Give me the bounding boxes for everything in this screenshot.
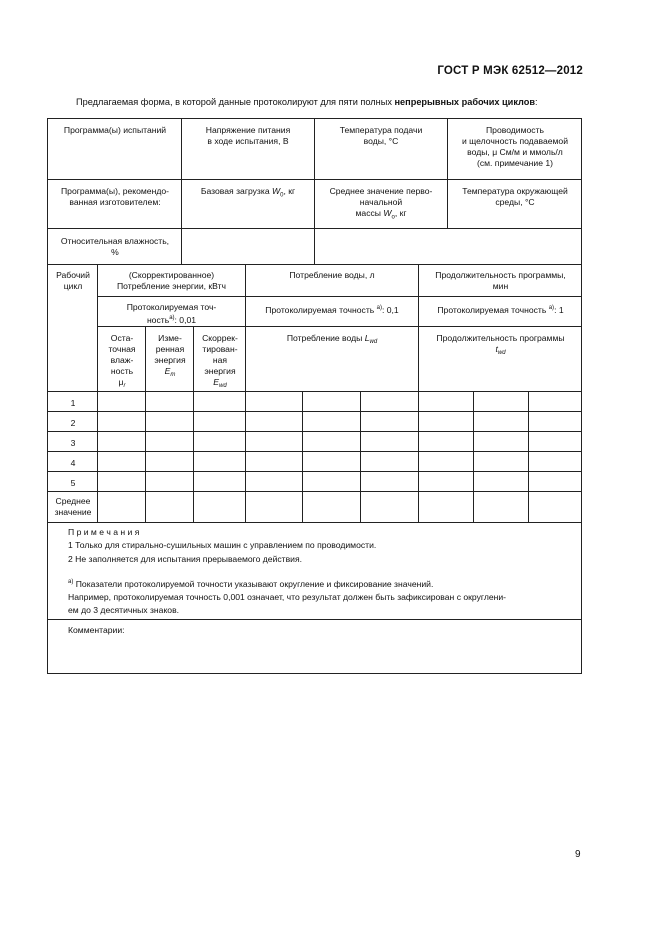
measured-line1: Изме- [158,333,182,343]
energy-header-line2: Потребление энергии, кВтч [116,281,227,291]
water-accuracy-mark: a) [376,305,382,311]
base-load-cell[interactable] [183,186,313,202]
residual-mu: μ [118,377,124,387]
notes-block [68,526,578,618]
residual-line3: влаж- [110,355,134,365]
energy-accuracy-line1: Протоколируемая точ- [126,302,217,312]
energy-accuracy [99,302,244,326]
intro-main: Предлагаемая форма, в которой данные протоколируют для пяти полных [76,97,395,107]
supply-voltage-line2: в ходе испытания, В [207,136,289,146]
note-1: 1 Только для стирально-сушильных машин с управлением по проводимости. [68,540,377,551]
base-load-label: Базовая загрузка [200,186,272,196]
conductivity-line1: Проводимость [485,125,544,135]
comments-block[interactable] [68,624,578,637]
average-line2: значение [54,507,92,517]
water-sub-var: L [364,333,370,343]
rule-row5-bottom [48,491,581,492]
residual-line5 [99,377,145,392]
ambient-temp-cell[interactable] [449,186,581,208]
cycle-row-4 [50,458,96,469]
water-accuracy-value: : 0,1 [381,304,399,315]
residual-line1: Оста- [110,333,134,343]
rule-average-bottom [48,522,581,523]
footnote-1 [68,576,578,591]
supply-voltage-line1: Напряжение питания [205,125,291,135]
initial-mass-line1: Среднее значение перво- [329,186,433,196]
conductivity-line4: (см. примечание 1) [476,158,554,168]
vrule-water-sub2 [360,391,361,522]
intro-bold: непрерывных рабочих циклов [394,97,535,107]
water-accuracy-label: Протоколируемая точность [265,304,375,315]
duration-header-line2: мин [492,281,509,291]
rule-subheader-bottom [48,391,581,392]
residual-line2: точная [108,344,136,354]
vrule-duration-sub1 [473,391,474,522]
initial-mass-var: W [383,208,392,218]
rule-notes-bottom [48,619,581,620]
footnote-1-text: Показатели протоколируемой точности указывают округление и фиксирование значений. [73,578,434,589]
average-row [50,496,96,518]
page-number: 9 [575,849,581,860]
intro-text [76,97,596,107]
initial-mass-unit: , кг [394,208,407,218]
energy-accuracy-value: : 0,01 [174,314,197,325]
footnote-2: Например, протоколируемая точность 0,001 означает, что результат должен быть зафиксирован с округлени- [68,592,507,603]
duration-sub-var: t [495,344,498,354]
standard-header: ГОСТ Р МЭК 62512—2012 [437,65,583,77]
conductivity-line3: воды, μ См/м и ммоль/л [467,147,563,157]
conductivity-line2: и щелочность подаваемой [461,136,568,146]
humidity-cell[interactable] [50,236,180,258]
duration-sub-line2 [420,344,581,359]
test-programs-label: Программа(ы) испытаний [63,125,167,135]
vrule-water [418,264,419,522]
cycle-header [50,270,96,292]
cycle-row-2 [50,418,96,429]
supply-voltage-cell[interactable] [183,125,313,147]
protocol-form [47,118,582,674]
rule-row4-bottom [48,471,581,472]
recommended-line1: Программа(ы), рекомендо- [61,186,169,196]
cycle-3-label: 3 [70,438,76,448]
rule-accuracy-bottom [97,326,581,327]
rule-block3-bottom [48,264,581,265]
energy-header [99,270,244,292]
duration-accuracy [420,303,581,316]
water-consumption-header [247,333,417,348]
corrected-line4: энергия [204,366,236,376]
cycle-header-line2: цикл [63,281,83,291]
duration-sub-label: Продолжительность программы [436,333,565,343]
residual-line4: ность [110,366,134,376]
base-load-var: W [271,186,281,196]
vrule-energy [245,264,246,522]
vrule-b [314,119,315,264]
duration-header-line1: Продолжительность программы, [435,270,566,280]
intro-end: : [535,97,538,107]
water-header-label: Потребление воды, л [289,270,375,280]
initial-mass-line2: начальной [359,197,403,207]
program-duration-header [420,333,581,359]
water-sub-sub: wd [369,339,378,345]
corrected-sub: wd [219,383,227,389]
residual-sub: r [123,383,126,389]
cycle-4-label: 4 [70,458,76,468]
corrected-line5 [195,377,245,392]
vrule-energy-sub2 [193,326,194,522]
residual-moisture-header [99,333,145,392]
cycle-5-label: 5 [70,478,76,488]
test-programs-cell[interactable] [50,125,180,136]
energy-accuracy-word: ность [146,314,170,325]
vrule-a [181,119,182,264]
measured-line2: ренная [155,344,185,354]
rule-header-bottom [97,296,581,297]
average-line1: Среднее [55,496,91,506]
initial-mass-cell[interactable] [316,186,446,224]
cycle-2-label: 2 [70,418,76,428]
vrule-cycle [97,264,98,522]
rule-row1-bottom [48,411,581,412]
conductivity-cell[interactable] [449,125,581,169]
duration-header [420,270,581,292]
corrected-line1: Скоррек- [202,333,238,343]
comments-label: Комментарии: [68,625,125,635]
duration-accuracy-value: : 1 [554,304,564,315]
humidity-line2: % [111,247,119,257]
cycle-row-5 [50,478,96,489]
water-accuracy [247,303,417,316]
recommended-line2: ванная изготовителем: [69,197,161,207]
rule-row2-bottom [48,431,581,432]
water-sub-label: Потребление воды [286,333,365,343]
corrected-line2: тирован- [202,344,238,354]
duration-accuracy-label: Протоколируемая точность [437,304,547,315]
measured-line3: энергия [154,355,186,365]
notes-title: П р и м е ч а н и я [68,527,140,537]
measured-line4 [147,366,193,381]
cycle-row-1 [50,398,96,409]
vrule-water-sub1 [302,391,303,522]
initial-mass-line3 [316,208,446,224]
water-header [247,270,417,281]
vrule-energy-sub1 [145,326,146,522]
cycle-row-3 [50,438,96,449]
footnote-mark: a) [68,578,74,585]
energy-header-line1: (Скорректированное) [128,270,215,280]
humidity-line1: Относительная влажность, [60,236,170,246]
measured-sub: m [170,372,176,378]
duration-sub-sub: wd [497,350,506,356]
base-load-sub: 0 [280,192,284,199]
base-load-unit: , кг [283,186,296,196]
cycle-1-label: 1 [70,398,76,408]
corrected-var: E [213,377,220,387]
vrule-c [447,119,448,229]
rule-row3-bottom [48,451,581,452]
water-temp-line2: воды, °С [363,136,399,146]
recommended-program-cell[interactable] [50,186,180,208]
energy-accuracy-mark: a) [169,315,175,321]
vrule-duration-sub2 [528,391,529,522]
measured-var: E [164,366,171,376]
energy-accuracy-line2 [99,313,244,326]
water-temp-line1: Температура подачи [339,125,423,135]
initial-mass-label: массы [355,208,384,218]
duration-accuracy-mark: a) [548,305,555,311]
ambient-temp-line1: Температура окружающей [462,186,568,196]
note-2: 2 Не заполняется для испытания прерываемого действия. [68,553,303,564]
footnote-3: ем до 3 десятичных знаков. [68,605,180,616]
initial-mass-sub: o [391,214,395,221]
measured-energy-header [147,333,193,381]
corrected-line3: ная [212,355,228,365]
ambient-temp-line2: среды, °С [495,197,535,207]
corrected-energy-header [195,333,245,392]
water-temp-cell[interactable] [316,125,446,147]
cycle-header-line1: Рабочий [56,270,90,280]
